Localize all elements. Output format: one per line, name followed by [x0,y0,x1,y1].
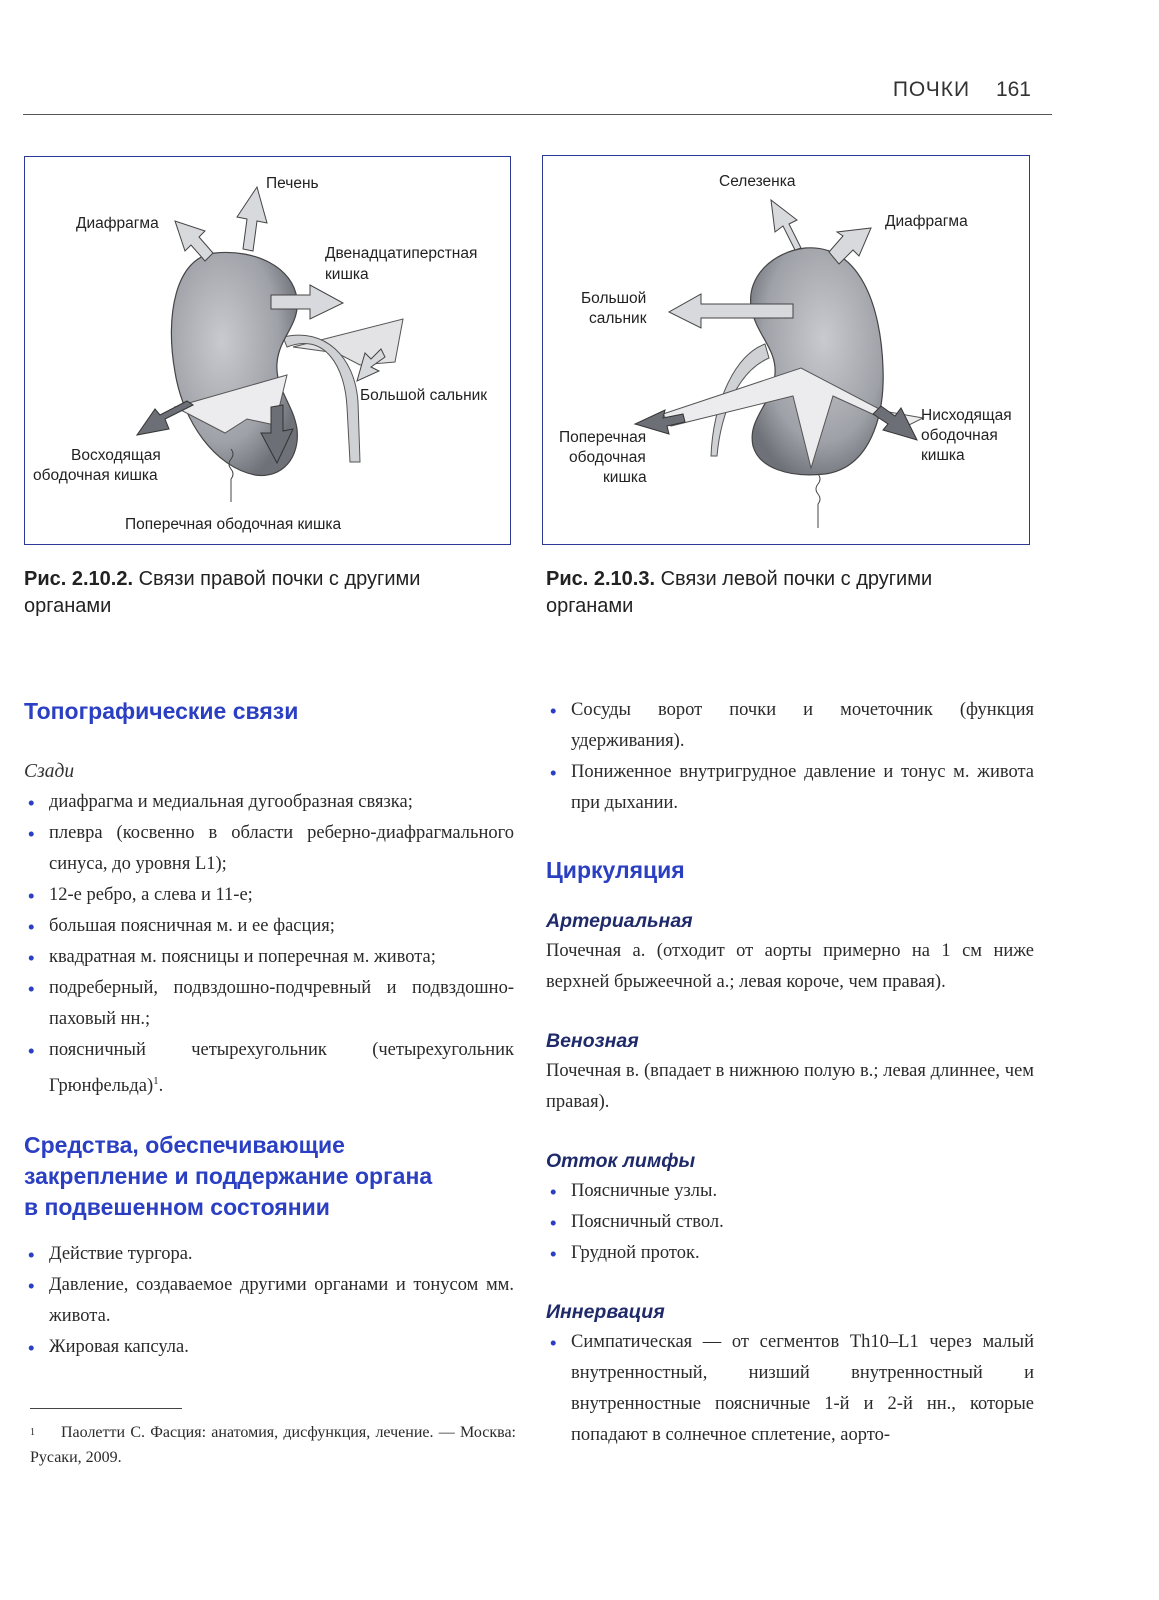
chapter-title: ПОЧКИ [892,78,971,101]
list-item: • Поясничные узлы. [546,1176,1034,1207]
figure-right-kidney [24,156,511,545]
arrow-spleen [771,200,801,250]
arrow-diaphragm [829,228,871,264]
subheading-lymph: Отток лимфы [546,1150,696,1172]
caption-number: Рис. 2.10.2. [24,568,134,590]
footnote-ref: 1 [153,1075,159,1087]
list-item: • Жировая капсула. [24,1332,514,1363]
figure-caption-right [546,566,1016,620]
left-column [24,696,514,1363]
list-item: • Действие тургора. [24,1239,514,1270]
arterial-text: Почечная а. (отходит от аорты примерно на 1 см ниже верхней брыжеечной а.; левая короче, чем правая). [546,941,1034,992]
subheading-venous: Венозная [546,1030,639,1052]
figure-caption-left [24,566,494,620]
list-item: • диафрагма и медиальная дугообразная связка; [24,787,514,818]
label-descending-line1: Нисходящая [921,407,1012,424]
arrow-diaphragm [175,221,213,261]
caption-text: Связи правой почки с другими органами [24,568,421,617]
label-transverse-line3: кишка [603,469,647,486]
lymph-list [546,1176,1034,1269]
heading-support: Средства, обеспечивающие закрепление и поддержание органа в подвешенном состоянии [24,1132,433,1221]
heading-circulation: Циркуляция [546,857,685,883]
support-list-continued [546,695,1034,819]
venous-text: Почечная в. (впадает в нижнюю полую в.; левая длиннее, чем правая). [546,1061,1034,1112]
list-item: • большая поясничная м. и ее фасция; [24,911,514,942]
footnote [30,1420,516,1470]
label-descending-line3: кишка [921,447,965,464]
list-item: • подреберный, подвздошно-подчревный и подвздошно-паховый нн.; [24,973,514,1035]
label-descending-line2: ободочная [921,427,998,444]
label-liver: Печень [266,175,319,192]
label-diaphragm: Диафрагма [76,215,159,232]
list-item: • 12-е ребро, а слева и 11-е; [24,880,514,911]
topographic-list [24,787,514,1102]
footnote-text: Паолетти С. Фасция: анатомия, дисфункция, лечение. — Москва: Русаки, 2009. [30,1424,516,1466]
label-duodenum-line2: кишка [325,266,369,283]
label-diaphragm: Диафрагма [885,213,968,230]
page-number: 161 [995,78,1031,101]
list-item: • Давление, создаваемое другими органами и тонусом мм. живота. [24,1270,514,1332]
right-column [546,695,1034,1451]
label-ascending-line1: Восходящая [71,447,161,464]
label-omentum-line2: сальник [589,310,647,327]
label-omentum-line1: Большой [581,290,647,307]
list-item: • Грудной проток. [546,1238,1034,1269]
list-item: • поясничный четырехугольник (четырехугольник Грюнфельда)$^1$. [24,1035,514,1102]
subheading-arterial: Артериальная [546,910,693,932]
footnote-mark: 1 [30,1427,35,1438]
list-item: • Симпатическая — от сегментов Th10–L1 через малый внутренностный, низший внутренностный и внутренностные поясничные 1-й и 2-й нн., которые попадают в солнечное сплетение, аорто- [546,1327,1034,1451]
label-ascending-line2: ободочная кишка [33,467,158,484]
list-item: • квадратная м. поясницы и поперечная м. живота; [24,942,514,973]
running-header [893,78,1031,102]
subheading-innervation: Иннервация [546,1301,665,1323]
caption-number: Рис. 2.10.3. [546,568,656,590]
arrow-ascending-colon [137,401,193,435]
label-greater-omentum: Большой сальник [360,387,488,404]
caption-text: Связи левой почки с другими органами [546,568,933,617]
support-list [24,1239,514,1363]
list-item: • Поясничный ствол. [546,1207,1034,1238]
label-duodenum-line1: Двенадцатиперстная [325,245,478,262]
innervation-list [546,1327,1034,1451]
list-item: • Сосуды ворот почки и мочеточник (функция удерживания). [546,695,1034,757]
label-transverse-colon: Поперечная ободочная кишка [125,516,342,533]
subheading-behind: Сзади [24,761,75,782]
label-transverse-line2: ободочная [569,449,646,466]
heading-topographic: Топографические связи [24,698,299,724]
header-rule [23,114,1052,115]
vessel-squiggle [816,474,820,528]
label-transverse-line1: Поперечная [559,429,647,446]
list-item: • Пониженное внутригрудное давление и тонус м. живота при дыхании. [546,757,1034,819]
footnote-rule [30,1408,182,1409]
figure-left-kidney [542,155,1030,545]
label-spleen: Селезенка [719,173,796,190]
list-item: • плевра (косвенно в области реберно-диафрагмального синуса, до уровня L1); [24,818,514,880]
arrow-liver [237,187,267,251]
